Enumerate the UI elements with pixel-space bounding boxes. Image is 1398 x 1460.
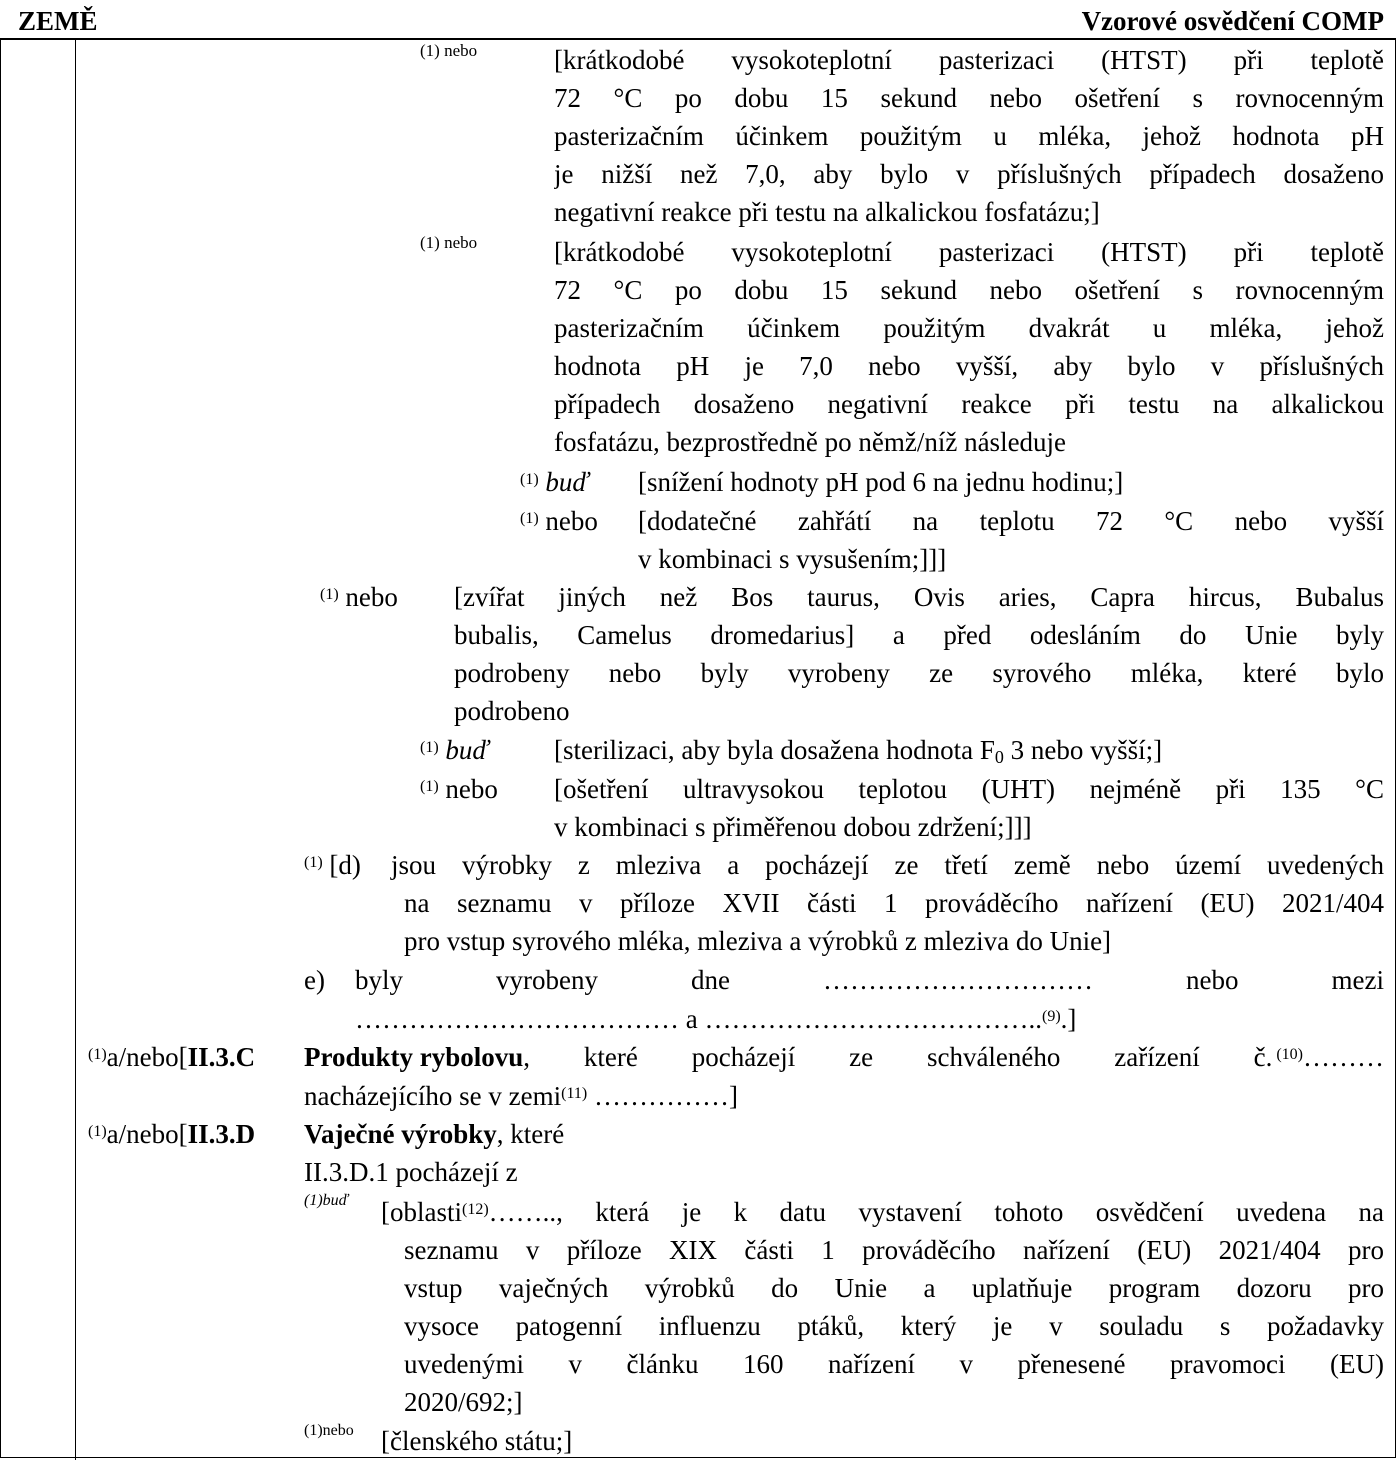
block2-sub2-text: [dodatečné zahřátí na teplotu 72 °C nebo vyšší v kombinaci s vysušením;]]] — [638, 506, 1384, 574]
header-certificate-title: Vzorové osvědčení COMP — [1081, 6, 1384, 36]
block3-sub1-marker: $^{(1)}$ buď — [420, 735, 489, 765]
section-d-opt1-marker: (1)buď — [304, 1192, 349, 1209]
block1-marker: (1) nebo — [420, 41, 478, 60]
block1-text: [krátkodobé vysokoteplotní pasterizaci (HTST) při teplotě 72 °C po dobu 15 sekund nebo ošetření s rovnocenným pasterizačním účinkem použitým u mléka, jehož hodnota pH je nižší než 7,0, aby bylo v příslušných případech dosaženo negativní reakce při testu na alkalickou fosfatázu;] — [554, 45, 1384, 227]
block2-sub2-marker: $^{(1)}$ nebo — [520, 506, 598, 536]
section-c-line1: Produkty rybolovu , které pocházejí ze schváleného zařízení č. $^{(10)}$……… — [304, 1038, 1384, 1076]
item-d-line1: jsou výrobky z mleziva a pocházejí ze třetí země nebo území uvedených — [391, 850, 1384, 880]
item-e-label: e) — [304, 965, 325, 995]
section-d-opt2-marker: (1)nebo — [304, 1422, 354, 1439]
block3-sub1-text: [sterilizaci, aby byla dosažena hodnota $F_0$ 3 nebo vyšší;] — [554, 735, 1163, 767]
section-d-opt1-text: seznamu v příloze XIX části 1 prováděcího nařízení (EU) 2021/404 pro vstup vaječných výrobků do Unie a uplatňuje program dozoru pro vysoce patogenní influenzu ptáků, který je v souladu s požadavky uvedenými v článku 160 nařízení v přenesené pravomoci (EU) 2020/692;] — [404, 1235, 1384, 1417]
block2-sub1-text: [snížení hodnoty pH pod 6 na jednu hodinu;] — [638, 467, 1124, 497]
block3-marker: $^{(1)}$ nebo — [320, 582, 398, 612]
block3-sub2-marker: $^{(1)}$ nebo — [420, 774, 498, 804]
block3-sub2-text: [ošetření ultravysokou teplotou (UHT) nejméně při 135 °C v kombinaci s přiměřenou dobou zdržení;]]] — [554, 774, 1384, 842]
block3-text: [zvířat jiných než Bos taurus, Ovis aries, Capra hircus, Bubalus bubalis, Camelus dromedarius] a před odesláním do Unie byly podrobeny nebo byly vyrobeny ze syrového mléka, které bylo podrobeno — [454, 582, 1384, 726]
block2-sub1-marker: $^{(1)}$ buď — [520, 467, 589, 497]
section-c-prefix: $^{(1)}$a/nebo[II.3.C — [88, 1042, 256, 1072]
item-d-text: na seznamu v příloze XVII části 1 prováděcího nařízení (EU) 2021/404 pro vstup syrového mléka, mleziva a výrobků z mleziva do Unie] — [404, 888, 1384, 956]
column-divider — [75, 38, 76, 1460]
item-d-marker: $^{(1)}$ [d) — [304, 850, 361, 880]
section-d-opt1-line1: [oblasti$^{(12)}$ …….., která je k datu vystavení tohoto osvědčení uvedena na — [381, 1197, 1384, 1227]
section-d-subheading: II.3.D.1 pocházejí z — [304, 1157, 518, 1187]
item-e-line2: ……………………………… a ………………………………..$^{(9)}$.] — [355, 1004, 1077, 1034]
section-d-opt2-text: [členského státu;] — [381, 1426, 573, 1456]
item-e-line1: byly vyrobeny dne ………………………… nebo mezi — [355, 965, 1384, 995]
section-c-title: Produkty rybolovu — [304, 1042, 524, 1072]
header-country: ZEMĚ — [18, 6, 98, 36]
block2-marker: (1) nebo — [420, 233, 478, 252]
section-d-title: Vaječné výrobky, které — [304, 1119, 565, 1149]
section-d-prefix: $^{(1)}$a/nebo[II.3.D — [88, 1119, 256, 1149]
section-c-line2: nacházejícího se v zemi$^{(11)}$ ……………] — [304, 1081, 738, 1111]
block2-text: [krátkodobé vysokoteplotní pasterizaci (HTST) při teplotě 72 °C po dobu 15 sekund nebo ošetření s rovnocenným pasterizačním účinkem použitým dvakrát u mléka, jehož hodnota pH je 7,0 nebo vyšší, aby bylo v příslušných případech dosaženo negativní reakce při testu na alkalickou fosfatázu, bezprostředně po němž/níž následuje — [554, 237, 1384, 457]
